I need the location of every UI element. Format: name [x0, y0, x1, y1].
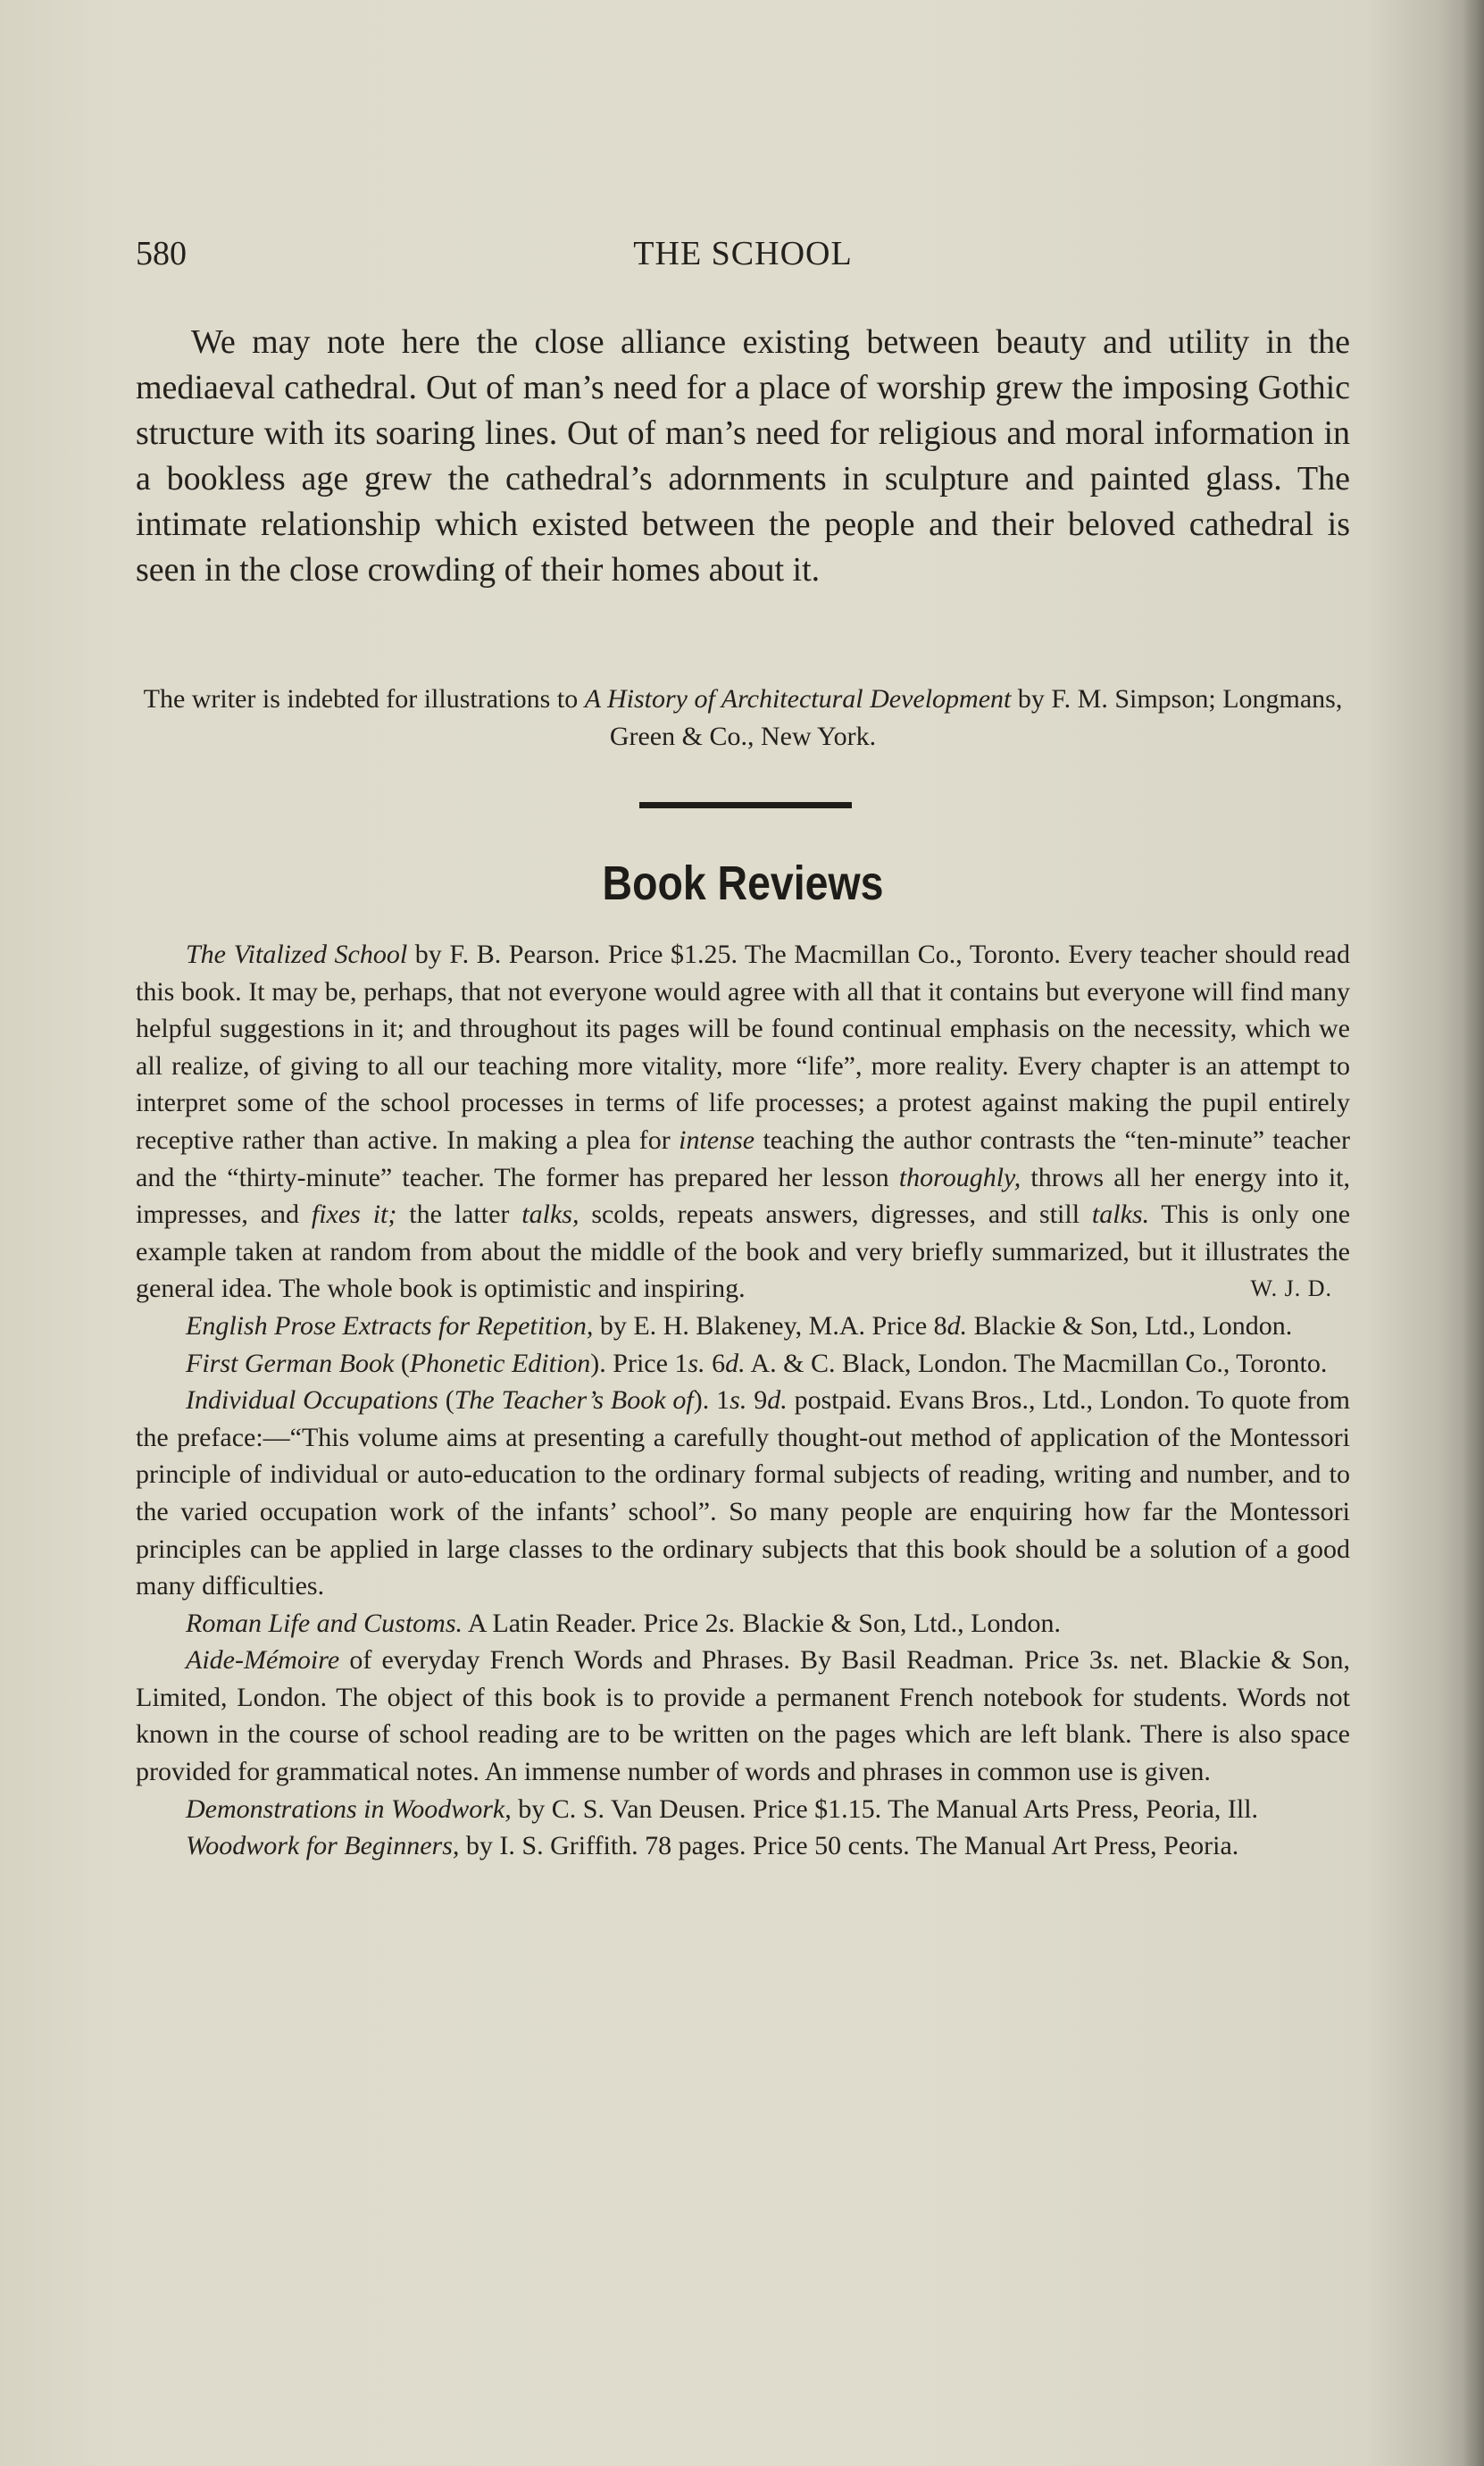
credit-note — [136, 681, 1350, 756]
credit-text-after: by F. M. Simpson; Longmans, Green & Co., New York. — [609, 684, 1343, 751]
credit-book-title: A History of Architectural Development — [584, 684, 1012, 714]
page-number: 580 — [136, 235, 187, 272]
review-title: Individual Occupations — [186, 1385, 438, 1416]
running-header — [136, 234, 1350, 279]
review-title: First German Book — [186, 1348, 395, 1378]
review-first-german-book: First German Book (Phonetic Edition). Price 1s. 6d. A. & C. Black, London. The Macmillan Co., Toronto. — [186, 1348, 1328, 1378]
review-title: Woodwork for Beginners, — [186, 1831, 460, 1861]
book-reviews-list — [136, 936, 1350, 1865]
running-title: THE SCHOOL — [633, 235, 853, 272]
review-roman-life-and-customs: Roman Life and Customs. A Latin Reader. Price 2s. Blackie & Son, Ltd., London. — [186, 1608, 1061, 1638]
review-english-prose-extracts: English Prose Extracts for Repetition, by E. H. Blakeney, M.A. Price 8d. Blackie & Son, Ltd., London. — [186, 1310, 1293, 1341]
page-edge-shadow — [1463, 0, 1484, 2466]
review-title: The Vitalized School — [186, 940, 408, 969]
reviewer-initials: W. J. D. — [1250, 1275, 1332, 1302]
review-title: English Prose Extracts for Repetition, — [186, 1310, 594, 1341]
section-divider-rule — [639, 802, 852, 808]
review-title: Aide-Mémoire — [186, 1645, 340, 1676]
review-demonstrations-in-woodwork: Demonstrations in Woodwork, by C. S. Van Deusen. Price $1.15. The Manual Arts Press, Peoria, Ill. — [186, 1793, 1259, 1824]
section-heading: Book Reviews — [602, 857, 884, 910]
review-title: Roman Life and Customs. — [186, 1608, 463, 1638]
credit-text-before: The writer is indebted for illustrations to — [143, 684, 585, 714]
review-title: Demonstrations in Woodwork, — [186, 1793, 512, 1824]
review-vitalized-school: The Vitalized School by F. B. Pearson. Price $1.25. The Macmillan Co., Toronto. Every teacher should read this book. It may be, perhaps, that not everyone would agree with all that it contains but everyone will find many helpful suggestions in it; and throughout its pages will be found continual emphasis on the necessity, which we all realize, of giving to all our teaching more vitality, more “life”, more reality. Every chapter is an attempt to interpret some of the school processes in terms of life processes; a protest against making the pupil entirely receptive rather than active. In making a plea for intense teaching the author contrasts the “ten-minute” teacher and the “thirty-minute” teacher. The former has prepared her lesson thoroughly, throws all her energy into it, impresses, and fixes it; the latter talks, scolds, repeats answers, digresses, and still talks. This is only one example taken at random from about the middle of the book and very briefly summarized, but it illustrates the general idea. The whole book is optimistic and inspiring. W. J. D. — [136, 936, 1350, 1308]
review-woodwork-for-beginners: Woodwork for Beginners, by I. S. Griffith. 78 pages. Price 50 cents. The Manual Art Press, Peoria. — [186, 1831, 1239, 1861]
review-aide-memoire: Aide-Mémoire of everyday French Words and Phrases. By Basil Readman. Price 3s. net. Blackie & Son, Limited, London. The object of this book is to provide a permanent French notebook for students. Words not known in the course of school reading are to be written on the pages which are left blank. There is also space provided for grammatical notes. An immense number of words and phrases in common use is given. — [136, 1645, 1350, 1787]
review-individual-occupations: Individual Occupations (The Teacher’s Book of). 1s. 9d. postpaid. Evans Bros., Ltd., London. To quote from the preface:—“This volume aims at presenting a carefully thought-out method of application of the Montessori principle of individual or auto-education to the ordinary formal subjects of reading, writing and number, and to the varied occupation work of the infants’ school”. So many people are enquiring how far the Montessori principles can be applied in large classes to the ordinary subjects that this book should be a solution of a good many difficulties. — [136, 1385, 1350, 1601]
closing-paragraph: We may note here the close alliance existing between beauty and utility in the mediaeval cathedral. Out of man’s need for a place of worship grew the imposing Gothic structure with its soaring lines. Out of man’s need for religious and moral information in a bookless age grew the cathedral’s adornments in sculpture and painted glass. The intimate relationship which existed between the people and their beloved cathedral is seen in the close crowding of their homes about it. — [136, 323, 1350, 589]
